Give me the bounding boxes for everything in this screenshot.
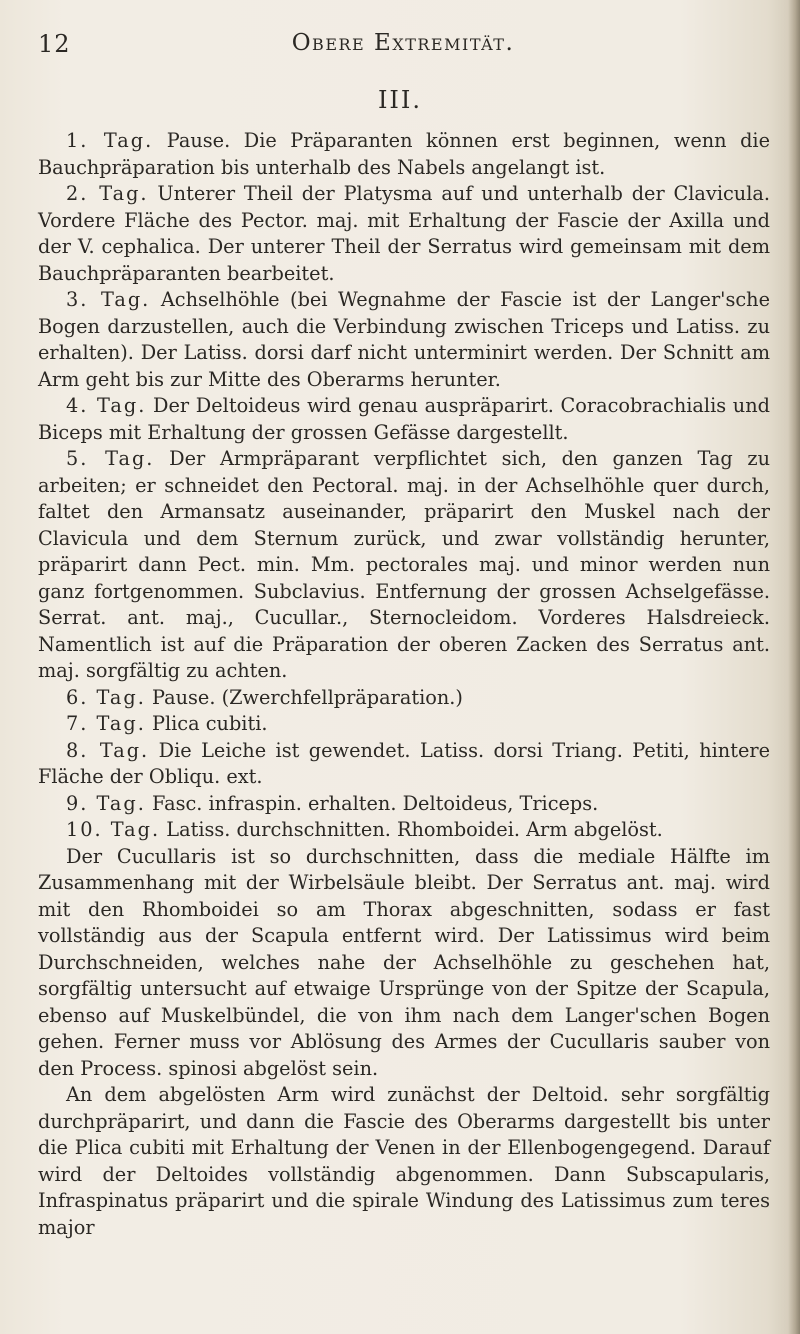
section-heading: III. [377,86,423,114]
paragraph-day-2 [38,181,770,287]
paragraph-text: Die Leiche ist gewendet. Latiss. dorsi Triang. Petiti, hintere Fläche der Obliqu. ext. [38,738,770,788]
day-label: 9. Tag. [66,791,146,815]
paragraph-day-3 [38,287,770,393]
paragraph-text: Der Cucullaris ist so durchschnitten, dass die mediale Hälfte im Zusammenhang mit der Wirbelsäule bleibt. Der Serratus ant. maj. wird mit den Rhomboidei so am Thorax abgeschnitten, sodass er fast vollständig aus der Scapula entfernt wird. Der Latissimus wird beim Durchschneiden, welches nahe der Achselhöhle zu geschehen hat, sorgfältig untersucht auf etwaige Ursprünge von der Spitze der Scapula, ebenso auf Muskelbündel, die von ihm nach dem Langer'schen Bogen gehen. Ferner muss vor Ablösung des Armes der Cucullaris sauber von den Process. spinosi abgelöst sein. [38,844,770,1080]
paragraph-text: Der Deltoideus wird genau auspräparirt. Coracobrachialis und Biceps mit Erhaltung der grossen Gefässe dargestellt. [38,394,770,444]
day-label: 2. Tag. [66,182,149,205]
paragraph-day-7 [38,711,770,738]
running-head: Obere Extremität. [291,30,515,56]
paragraph-text: Pause. (Zwerchfellpräparation.) [152,685,463,709]
paragraph-text: Plica cubiti. [152,712,268,735]
page-number: 12 [38,30,71,58]
paragraph-text: Unterer Theil der Platysma auf und unterhalb der Clavicula. Vordere Fläche des Pector. maj. mit Erhaltung der Fascie der Axilla und der V. cephalica. Der unterer Theil der Serratus wird gemeinsam mit dem Bauchpräparanten bearbeitet. [38,182,770,285]
paragraph-day-8 [38,738,770,791]
paragraph-day-1 [38,128,770,181]
paragraph-text: Pause. Die Präparanten können erst beginnen, wenn die Bauchpräparation bis unterhalb des Nabels angelangt ist. [38,129,771,179]
paragraph-day-10 [38,817,770,844]
page-edge-shadow [788,0,800,1334]
paragraph-text: Achselhöhle (bei Wegnahme der Fascie ist der Langer'sche Bogen darzustellen, auch die Verbindung zwischen Triceps und Latiss. zu erhalten). Der Latiss. dorsi darf nicht unterminirt werden. Der Schnitt am Arm geht bis zur Mitte des Oberarms herunter. [38,288,770,391]
day-label: 1. Tag. [66,129,154,152]
paragraph-text: Fasc. infraspin. erhalten. Deltoideus, Triceps. [152,791,599,815]
paragraph-abgeloester-arm [38,1082,770,1241]
paragraph-day-9 [38,791,770,818]
body-text [38,128,770,1241]
paragraph-text: Latiss. durchschnitten. Rhomboidei. Arm abgelöst. [166,818,663,841]
day-label: 8. Tag. [66,738,150,762]
paragraph-text: An dem abgelösten Arm wird zunächst der Deltoid. sehr sorgfältig durchpräparirt, und dann die Fascie des Oberarms dargestellt bis unter die Plica cubiti mit Erhaltung der Venen in der Ellenbogengegend. Darauf wird der Deltoides vollständig abgenommen. Dann Subscapularis, Infraspinatus präparirt und die spirale Windung des Latissimus zum teres major [38,1083,770,1239]
day-label: 10. Tag. [66,818,161,841]
paragraph-text: Der Armpräparant verpflichtet sich, den ganzen Tag zu arbeiten; er schneidet den Pectoral. maj. in der Achselhöhle quer durch, faltet den Armansatz auseinander, präparirt den Muskel nach der Clavicula und dem Sternum zurück, und zwar vollständig herunter, präparirt dann Pect. min. Mm. pectorales maj. und minor werden nun ganz fortgenommen. Subclavius. Entfernung der grossen Achselgefässe. Serrat. ant. maj., Cucullar., Sternocleidom. Vorderes Halsdreieck. Namentlich ist auf die Präparation der oberen Zacken des Serratus ant. maj. sorgfältig zu achten. [38,447,770,682]
paragraph-day-4 [38,393,770,446]
day-label: 3. Tag. [66,288,151,311]
paragraph-day-5 [38,446,770,685]
day-label: 5. Tag. [66,447,155,470]
day-label: 4. Tag. [66,394,147,417]
day-label: 6. Tag. [66,685,146,709]
day-label: 7. Tag. [66,712,146,735]
paragraph-cucullaris [38,844,770,1083]
paragraph-day-6 [38,685,770,712]
page-header [38,30,768,66]
